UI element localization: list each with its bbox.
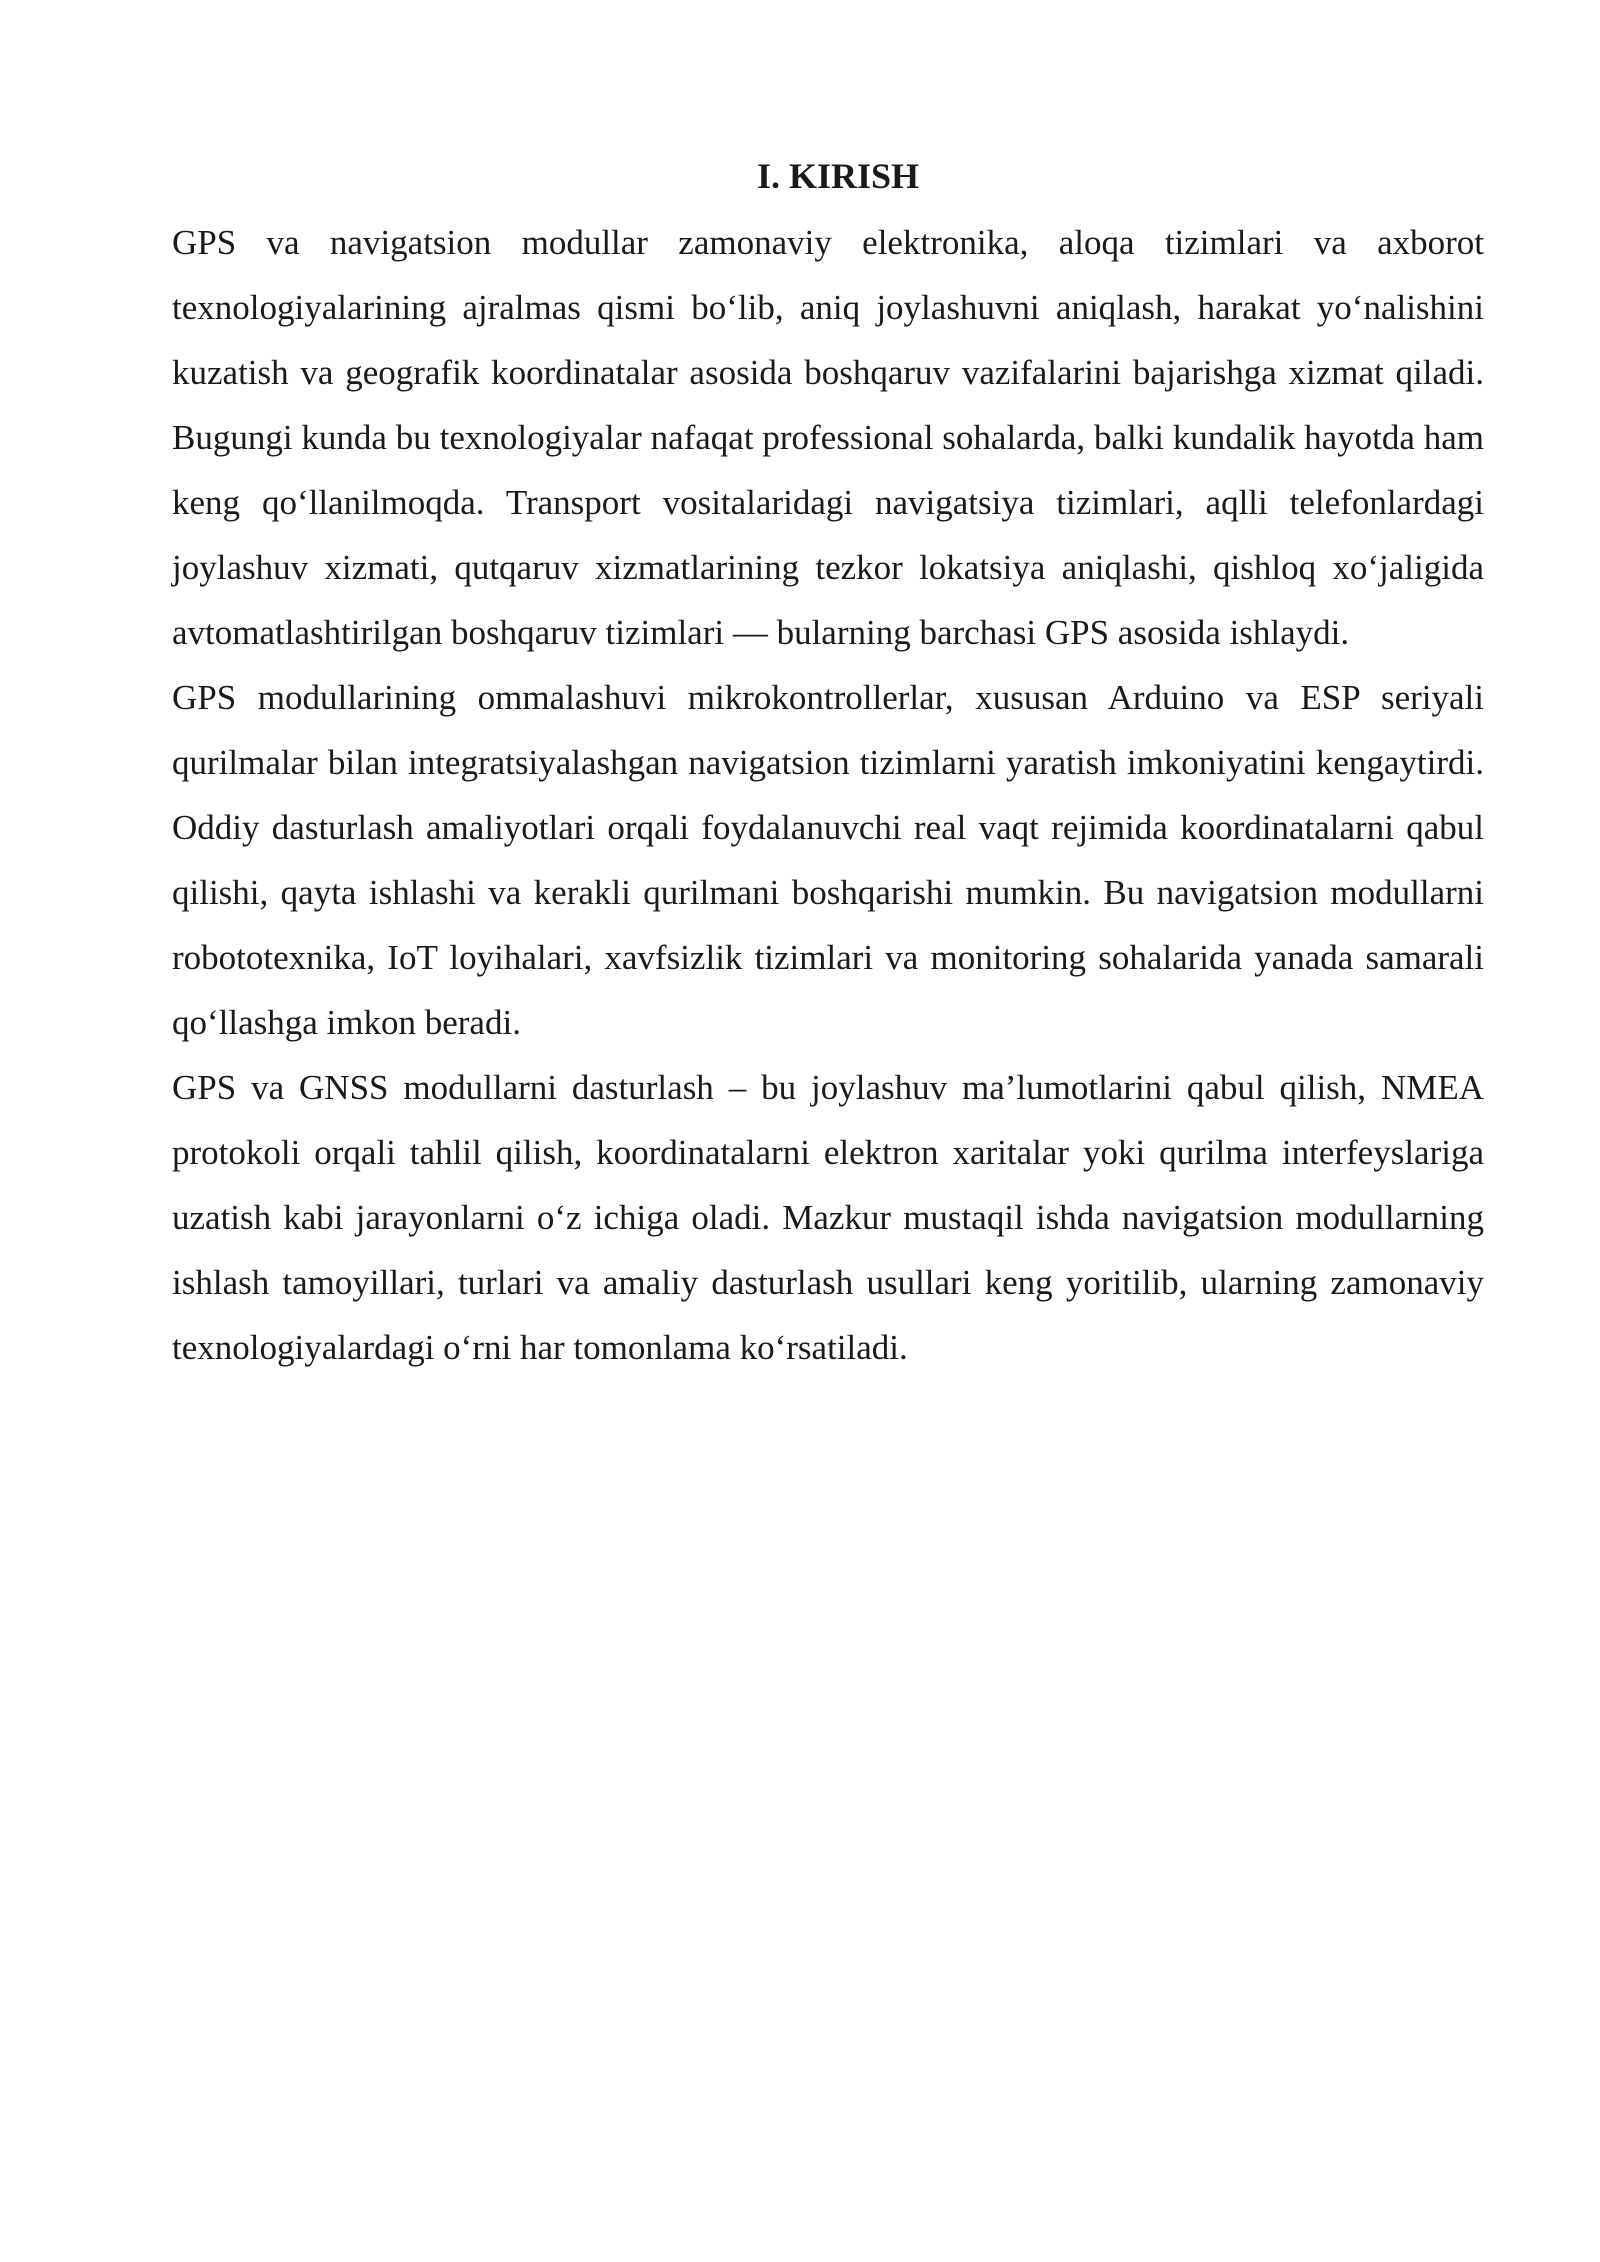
section-title: I. KIRISH <box>756 156 920 196</box>
document-body <box>172 152 1484 1380</box>
paragraph-2: GPS modullarining ommalashuvi mikrokontrollerlar, xususan Arduino va ESP seriyali qurilmalar bilan integratsiyalashgan navigatsion tizimlarni yaratish imkoniyatini kengaytirdi. Oddiy dasturlash amaliyotlari orqali foydalanuvchi real vaqt rejimida koordinatalarni qabul qilishi, qayta ishlashi va kerakli qurilmani boshqarishi mumkin. Bu navigatsion modullarni robototexnika, IoT loyihalari, xavfsizlik tizimlari va monitoring sohalarida yanada samarali qo‘llashga imkon beradi. <box>172 678 1484 1042</box>
paragraph-3: GPS va GNSS modullarni dasturlash – bu joylashuv ma’lumotlarini qabul qilish, NMEA protokoli orqali tahlil qilish, koordinatalarni elektron xaritalar yoki qurilma interfeyslariga uzatish kabi jarayonlarni o‘z ichiga oladi. Mazkur mustaqil ishda navigatsion modullarning ishlash tamoyillari, turlari va amaliy dasturlash usullari keng yoritilib, ularning zamonaviy texnologiyalardagi o‘rni har tomonlama ko‘rsatiladi. <box>172 1068 1484 1367</box>
paragraph-1: GPS va navigatsion modullar zamonaviy elektronika, aloqa tizimlari va axborot texnologiyalarining ajralmas qismi bo‘lib, aniq joylashuvni aniqlash, harakat yo‘nalishini kuzatish va geografik koordinatalar asosida boshqaruv vazifalarini bajarishga xizmat qiladi. Bugungi kunda bu texnologiyalar nafaqat professional sohalarda, balki kundalik hayotda ham keng qo‘llanilmoqda. Transport vositalaridagi navigatsiya tizimlari, aqlli telefonlardagi joylashuv xizmati, qutqaruv xizmatlarining tezkor lokatsiya aniqlashi, qishloq xo‘jaligida avtomatlashtirilgan boshqaruv tizimlari — bularning barchasi GPS asosida ishlaydi. <box>172 223 1484 652</box>
